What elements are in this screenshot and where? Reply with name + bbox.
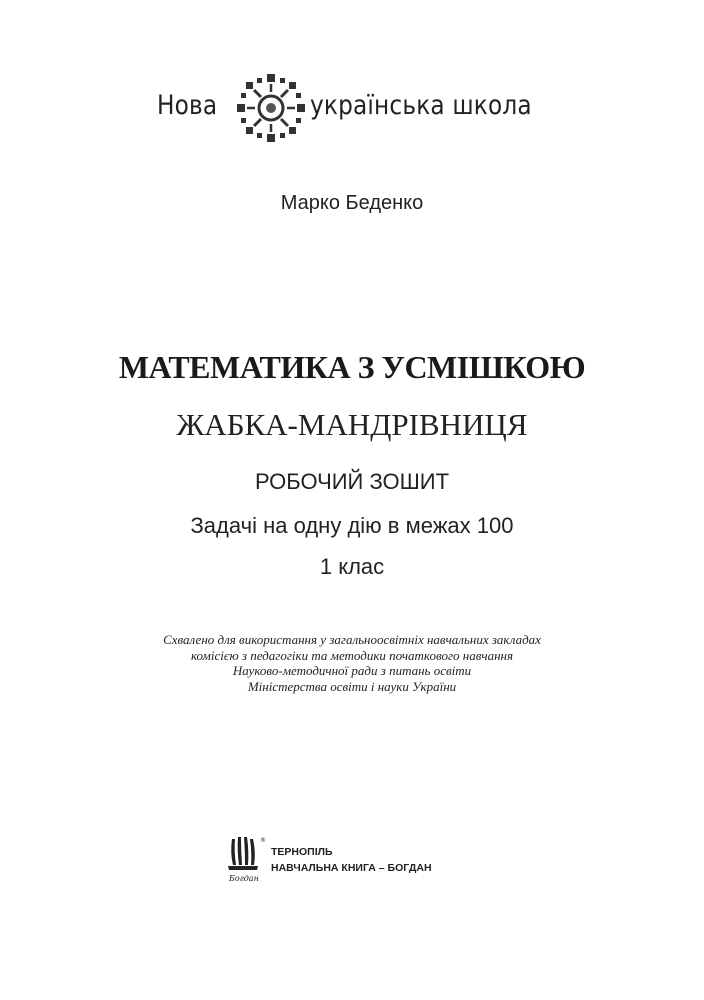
logo-word-nova: Нова <box>157 90 218 121</box>
grade-label: 1 клас <box>319 554 385 579</box>
approval-statement <box>0 632 704 694</box>
series-title: МАТЕМАТИКА З УСМІШКОЮ <box>118 349 586 385</box>
approval-line: Науково-методичної ради з питань освіти <box>232 663 472 679</box>
publisher-logo-icon <box>224 835 264 885</box>
publisher-logo-script: Богдан <box>229 874 259 883</box>
logo-word-ukrainian-school: українська школа <box>310 90 532 121</box>
publisher-city: ТЕРНОПІЛЬ <box>271 846 333 858</box>
ornament-icon <box>234 70 308 146</box>
series-logo <box>150 68 532 148</box>
book-title: ЖАБКА-МАНДРІВНИЦЯ <box>176 407 528 442</box>
publisher-name: НАВЧАЛЬНА КНИГА – БОГДАН <box>271 862 432 874</box>
approval-line: комісією з педагогіки та методики початкового навчання <box>190 647 514 663</box>
author-name: Марко Беденко <box>280 192 424 214</box>
approval-line: Схвалено для використання у загальноосвітніх навчальних закладах <box>163 632 541 647</box>
approval-line: Міністерства освіти і науки України <box>247 678 457 694</box>
publisher-info <box>271 844 432 876</box>
book-subtitle: Задачі на одну дію в межах 100 <box>190 513 514 538</box>
book-type: РОБОЧИЙ ЗОШИТ <box>254 469 450 494</box>
registered-mark: ® <box>260 837 266 844</box>
